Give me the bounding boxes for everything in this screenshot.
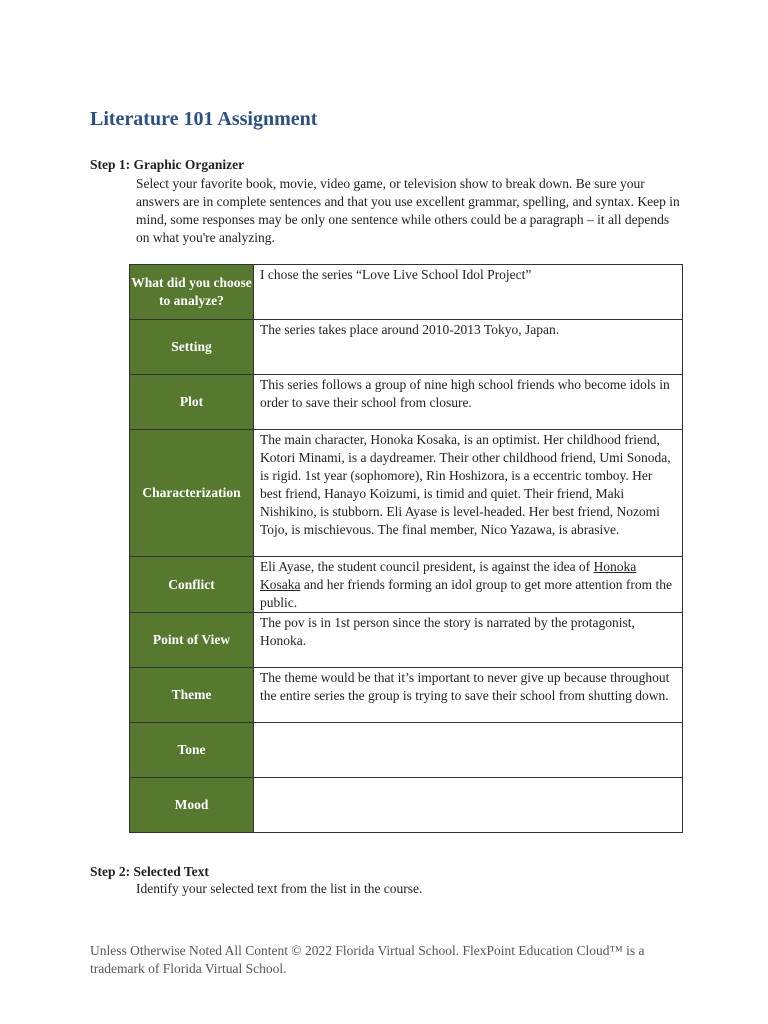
conflict-text-after: and her friends forming an idol group to get more attention from the public.	[260, 577, 673, 610]
row-label-characterization: Characterization	[130, 430, 254, 557]
table-row	[130, 265, 683, 320]
row-answer-plot[interactable]: This series follows a group of nine high school friends who become idols in order to save their school from closure.	[254, 375, 683, 430]
row-answer-tone[interactable]	[254, 723, 683, 778]
row-answer-mood[interactable]	[254, 778, 683, 833]
row-answer-setting[interactable]: The series takes place around 2010-2013 Tokyo, Japan.	[254, 320, 683, 375]
page-title: Literature 101 Assignment	[90, 108, 318, 130]
table-row	[130, 613, 683, 668]
step2-heading: Step 2: Selected Text	[90, 864, 209, 879]
row-answer-theme[interactable]: The theme would be that it’s important to never give up because throughout the entire series the group is trying to save their school from shutting down.	[254, 668, 683, 723]
table-row	[130, 320, 683, 375]
table-row	[130, 430, 683, 557]
step1-instructions: Select your favorite book, movie, video game, or television show to break down. Be sure your answers are in complete sentences and that you use excellent grammar, spelling, and syntax. Keep in mind, some responses may be only one sentence while others could be a paragraph – it all depends on what you're analyzing.	[136, 176, 680, 245]
row-label-tone: Tone	[130, 723, 254, 778]
table-row	[130, 375, 683, 430]
row-label-setting: Setting	[130, 320, 254, 375]
row-label-mood: Mood	[130, 778, 254, 833]
step2-instructions: Identify your selected text from the list in the course.	[136, 881, 423, 896]
row-answer-point-of-view[interactable]: The pov is in 1st person since the story is narrated by the protagonist, Honoka.	[254, 613, 683, 668]
table-row	[130, 668, 683, 723]
honoka-kosaka-link[interactable]: Honoka Kosaka	[260, 559, 637, 592]
row-label-conflict: Conflict	[130, 557, 254, 613]
table-row	[130, 778, 683, 833]
row-label-analyze: What did you choose to analyze?	[130, 265, 254, 320]
row-answer-characterization[interactable]: The main character, Honoka Kosaka, is an optimist. Her childhood friend, Kotori Minami, is a daydreamer. Their other childhood friend, Umi Sonoda, is rigid. 1st year (sophomore), Rin Hoshizora, is a eccentric tomboy. Her best friend, Hanayo Koizumi, is timid and quiet. Their friend, Maki Nishikino, is stubborn. Eli Ayase is level-headed. Her best friend, Nozomi Tojo, is mischievous. The final member, Nico Yazawa, is abrasive.	[254, 430, 683, 557]
table-row	[130, 723, 683, 778]
row-answer-analyze[interactable]: I chose the series “Love Live School Idol Project”	[254, 265, 683, 320]
step1-heading: Step 1: Graphic Organizer	[90, 157, 245, 172]
conflict-text-before: Eli Ayase, the student council president, is against the idea of	[260, 559, 594, 574]
table-row	[130, 557, 683, 613]
row-label-theme: Theme	[130, 668, 254, 723]
copyright-footer: Unless Otherwise Noted All Content © 2022 Florida Virtual School. FlexPoint Education Cloud™ is a trademark of Florida Virtual School.	[90, 943, 645, 976]
row-answer-conflict[interactable]	[254, 557, 683, 613]
graphic-organizer-table	[129, 264, 683, 833]
row-label-point-of-view: Point of View	[130, 613, 254, 668]
row-label-plot: Plot	[130, 375, 254, 430]
